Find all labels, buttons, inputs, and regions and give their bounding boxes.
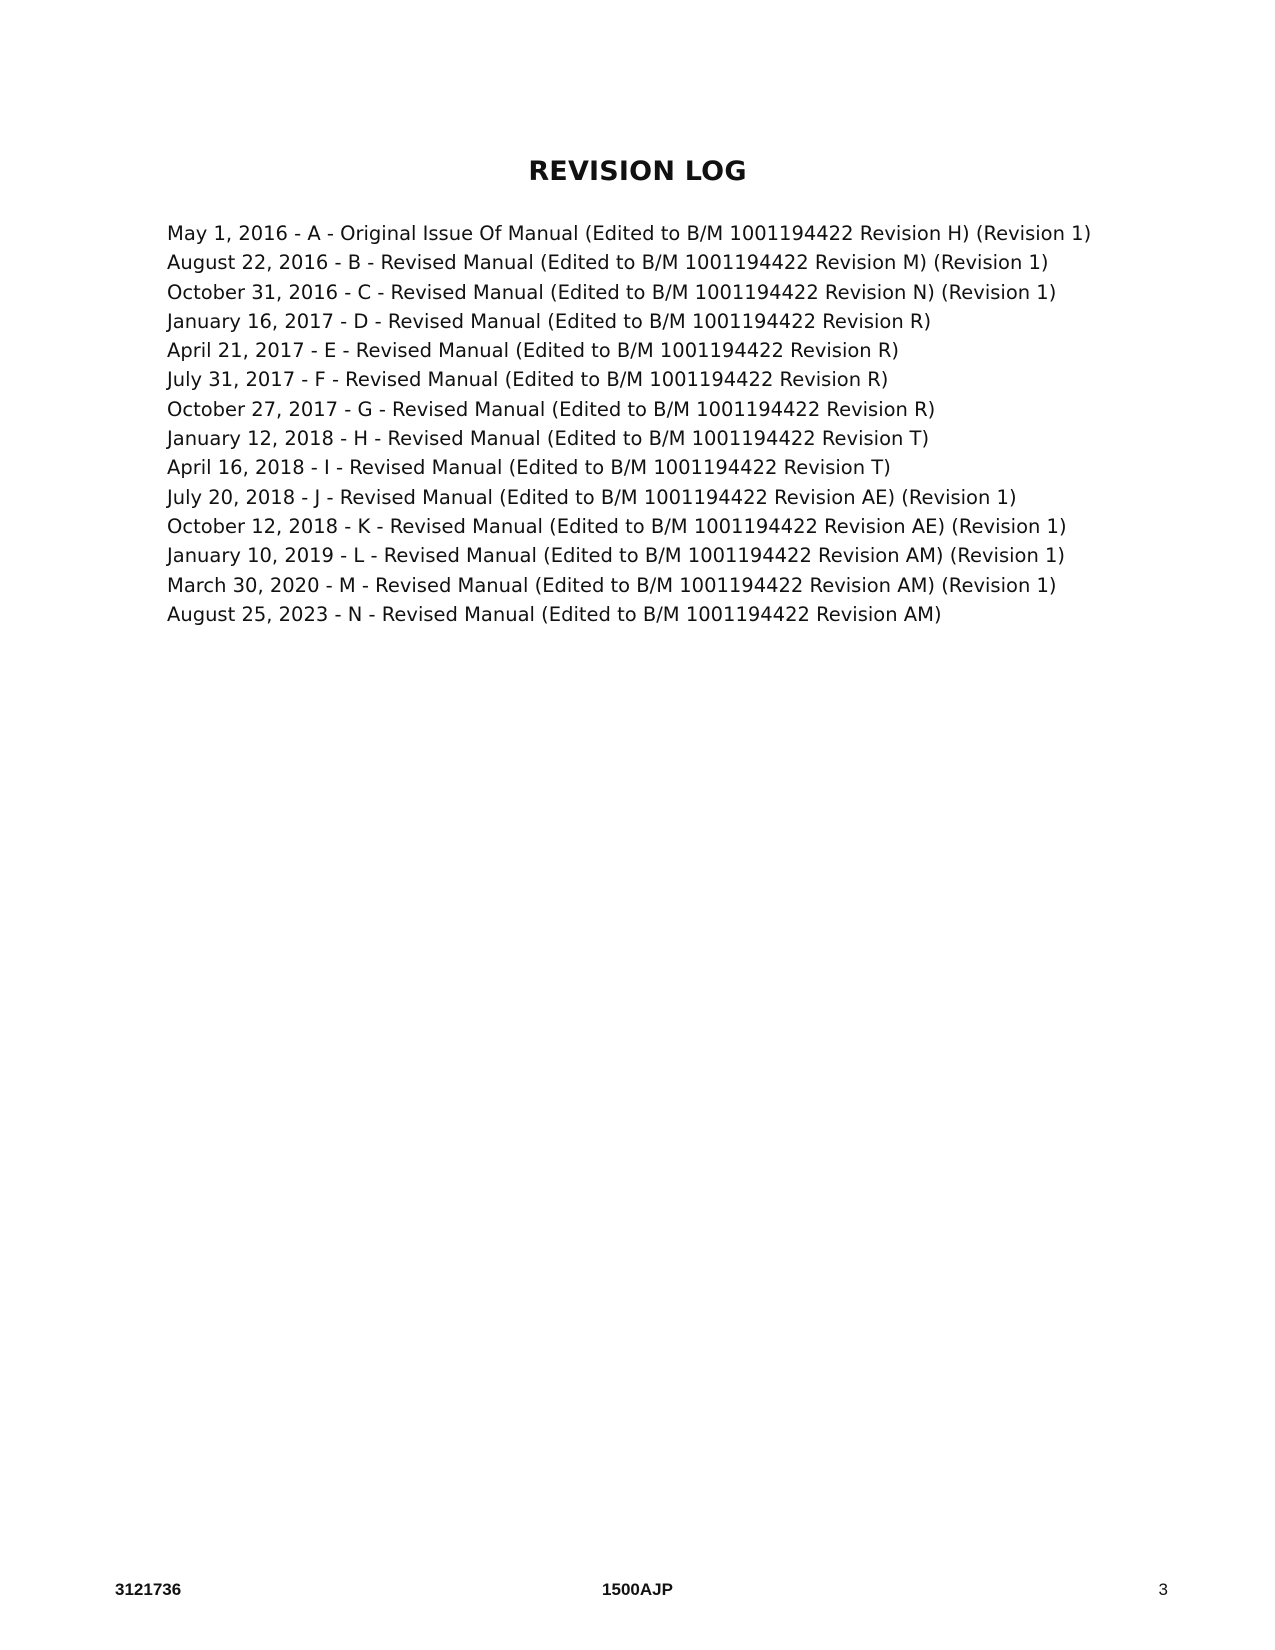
revision-entry: August 22, 2016 - B - Revised Manual (Edited to B/M 1001194422 Revision M) (Revision 1) <box>167 251 1049 275</box>
revision-entry: July 20, 2018 - J - Revised Manual (Edited to B/M 1001194422 Revision AE) (Revision 1) <box>167 485 1017 509</box>
footer-model: 1500AJP <box>602 1580 673 1599</box>
revision-entry: January 16, 2017 - D - Revised Manual (Edited to B/M 1001194422 Revision R) <box>167 309 932 333</box>
page-footer <box>0 1580 1275 1604</box>
revision-entry: March 30, 2020 - M - Revised Manual (Edited to B/M 1001194422 Revision AM) (Revision 1) <box>167 573 1057 597</box>
revision-entry: October 12, 2018 - K - Revised Manual (Edited to B/M 1001194422 Revision AE) (Revision 1) <box>167 514 1067 538</box>
revision-entry: April 21, 2017 - E - Revised Manual (Edited to B/M 1001194422 Revision R) <box>167 339 900 363</box>
revision-entry: August 25, 2023 - N - Revised Manual (Edited to B/M 1001194422 Revision AM) <box>167 602 942 626</box>
revision-entry: May 1, 2016 - A - Original Issue Of Manual (Edited to B/M 1001194422 Revision H) (Revision 1) <box>167 222 1092 245</box>
revision-entry: October 27, 2017 - G - Revised Manual (Edited to B/M 1001194422 Revision R) <box>167 397 936 421</box>
footer-page-number: 3 <box>1158 1580 1168 1599</box>
revision-entry: April 16, 2018 - I - Revised Manual (Edited to B/M 1001194422 Revision T) <box>167 456 891 480</box>
page-title: REVISION LOG <box>528 156 747 187</box>
revision-entry: July 31, 2017 - F - Revised Manual (Edited to B/M 1001194422 Revision R) <box>167 368 889 392</box>
revision-entry: October 31, 2016 - C - Revised Manual (Edited to B/M 1001194422 Revision N) (Revision 1) <box>167 280 1057 304</box>
revision-entry: January 12, 2018 - H - Revised Manual (Edited to B/M 1001194422 Revision T) <box>167 427 930 451</box>
revision-list <box>167 219 1167 629</box>
revision-entry: January 10, 2019 - L - Revised Manual (Edited to B/M 1001194422 Revision AM) (Revision 1) <box>167 544 1066 568</box>
footer-document-number: 3121736 <box>115 1580 182 1599</box>
